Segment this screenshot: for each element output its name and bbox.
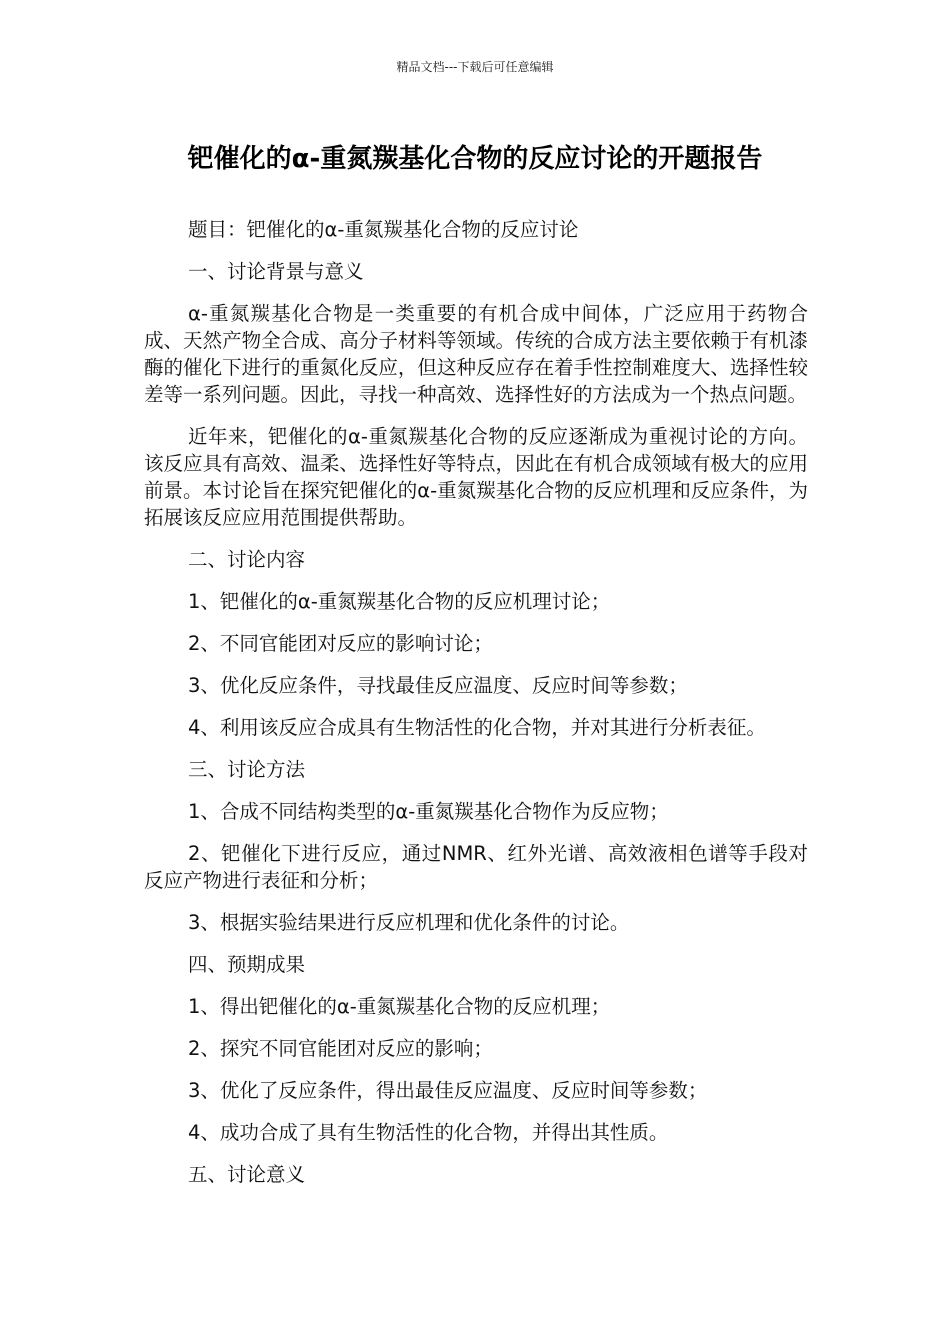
content-item-4: 4、利用该反应合成具有生物活性的化合物，并对其进行分析表征。 [188, 716, 766, 739]
section-heading-background: 一、讨论背景与意义 [188, 260, 364, 283]
section-heading-significance: 五、讨论意义 [188, 1163, 306, 1186]
outcome-item-1: 1、得出钯催化的α-重氮羰基化合物的反应机理； [188, 995, 611, 1018]
topic-line: 题目：钯催化的α-重氮羰基化合物的反应讨论 [188, 218, 579, 241]
outcome-item-4: 4、成功合成了具有生物活性的化合物，并得出其性质。 [188, 1121, 669, 1144]
section-heading-content: 二、讨论内容 [188, 548, 306, 571]
method-item-3: 3、根据实验结果进行反应机理和优化条件的讨论。 [188, 911, 630, 934]
document-body [144, 216, 808, 1203]
section-heading-methods: 三、讨论方法 [188, 758, 306, 781]
content-item-2: 2、不同官能团对反应的影响讨论； [188, 632, 493, 655]
content-item-1: 1、钯催化的α-重氮羰基化合物的反应机理讨论； [188, 590, 611, 613]
header-note: 精品文档---下载后可任意编辑 [396, 60, 554, 74]
section-heading-outcomes: 四、预期成果 [188, 953, 306, 976]
method-item-1: 1、合成不同结构类型的α-重氮羰基化合物作为反应物； [188, 800, 669, 823]
content-item-3: 3、优化反应条件，寻找最佳反应温度、反应时间等参数； [188, 674, 688, 697]
outcome-item-2: 2、探究不同官能团对反应的影响； [188, 1037, 493, 1060]
background-paragraph-2: 近年来，钯催化的α-重氮羰基化合物的反应逐渐成为重视讨论的方向。该反应具有高效、温柔、选择性好等特点，因此在有机合成领域有极大的应用前景。本讨论旨在探究钯催化的α-重氮羰基化合物的反应机理和反应条件，为拓展该反应应用范围提供帮助。 [144, 425, 808, 529]
outcome-item-3: 3、优化了反应条件，得出最佳反应温度、反应时间等参数； [188, 1079, 708, 1102]
document-title: 钯催化的α-重氮羰基化合物的反应讨论的开题报告 [187, 144, 763, 174]
background-paragraph-1: α-重氮羰基化合物是一类重要的有机合成中间体，广泛应用于药物合成、天然产物全合成、高分子材料等领域。传统的合成方法主要依赖于有机漆酶的催化下进行的重氮化反应，但这种反应存在着手性控制难度大、选择性较差等一系列问题。因此，寻找一种高效、选择性好的方法成为一个热点问题。 [144, 302, 808, 406]
method-item-2: 2、钯催化下进行反应，通过NMR、红外光谱、高效液相色谱等手段对反应产物进行表征和分析； [144, 842, 808, 892]
